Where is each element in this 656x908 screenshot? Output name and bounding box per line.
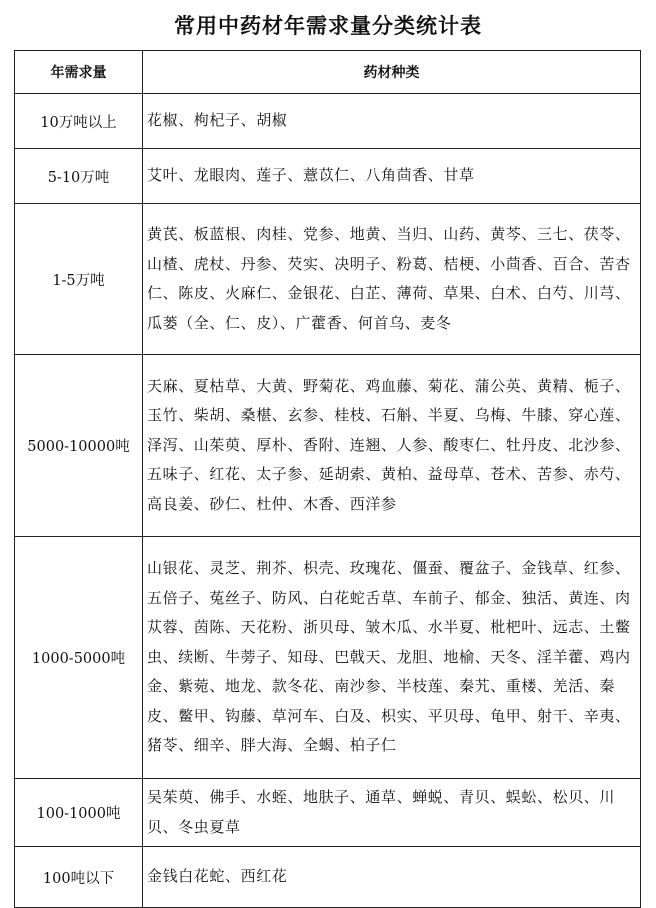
demand-cell: 1000-5000吨 — [15, 537, 143, 779]
demand-cell: 100吨以下 — [15, 847, 143, 908]
header-demand: 年需求量 — [15, 51, 143, 94]
demand-table — [14, 50, 641, 908]
table-row — [15, 204, 641, 355]
table-row — [15, 537, 641, 779]
header-herb-types: 药材种类 — [143, 51, 641, 94]
table-row — [15, 779, 641, 847]
herb-list-cell: 黄芪、板蓝根、肉桂、党参、地黄、当归、山药、黄芩、三七、茯苓、山楂、虎杖、丹参、芡实、决明子、粉葛、桔梗、小茴香、百合、苦杏仁、陈皮、火麻仁、金银花、白芷、薄荷、草果、白术、白芍、川芎、瓜蒌（全、仁、皮）、广藿香、何首乌、麦冬 — [143, 204, 641, 355]
table-row — [15, 149, 641, 204]
demand-cell: 1-5万吨 — [15, 204, 143, 355]
demand-cell: 5-10万吨 — [15, 149, 143, 204]
demand-cell: 10万吨以上 — [15, 94, 143, 149]
demand-cell: 100-1000吨 — [15, 779, 143, 847]
table-row — [15, 94, 641, 149]
herb-list-cell: 天麻、夏枯草、大黄、野菊花、鸡血藤、菊花、蒲公英、黄精、栀子、玉竹、柴胡、桑椹、玄参、桂枝、石斛、半夏、乌梅、牛膝、穿心莲、泽泻、山茱萸、厚朴、香附、连翘、人参、酸枣仁、牡丹皮、北沙参、五味子、红花、太子参、延胡索、黄柏、益母草、苍术、苦参、赤芍、高良姜、砂仁、杜仲、木香、西洋参 — [143, 355, 641, 537]
demand-cell: 5000-10000吨 — [15, 355, 143, 537]
table-row — [15, 355, 641, 537]
herb-list-cell: 艾叶、龙眼肉、莲子、薏苡仁、八角茴香、甘草 — [143, 149, 641, 204]
table-row — [15, 847, 641, 908]
herb-list-cell: 金钱白花蛇、西红花 — [143, 847, 641, 908]
page-title: 常用中药材年需求量分类统计表 — [174, 14, 482, 38]
herb-list-cell: 花椒、枸杞子、胡椒 — [143, 94, 641, 149]
herb-list-cell: 山银花、灵芝、荆芥、枳壳、玫瑰花、僵蚕、覆盆子、金钱草、红参、五倍子、菟丝子、防风、白花蛇舌草、车前子、郁金、独活、黄连、肉苁蓉、茵陈、天花粉、浙贝母、皱木瓜、水半夏、枇杷叶、远志、土鳖虫、续断、牛蒡子、知母、巴戟天、龙胆、地榆、天冬、淫羊藿、鸡内金、紫菀、地龙、款冬花、南沙参、半枝莲、秦艽、重楼、羌活、秦皮、鳖甲、钩藤、草河车、白及、枳实、平贝母、龟甲、射干、辛夷、猪苓、细辛、胖大海、全蝎、柏子仁 — [143, 537, 641, 779]
table-header-row — [15, 51, 641, 94]
herb-list-cell: 吴茱萸、佛手、水蛭、地肤子、通草、蝉蜕、青贝、蜈蚣、松贝、川贝、冬虫夏草 — [143, 779, 641, 847]
